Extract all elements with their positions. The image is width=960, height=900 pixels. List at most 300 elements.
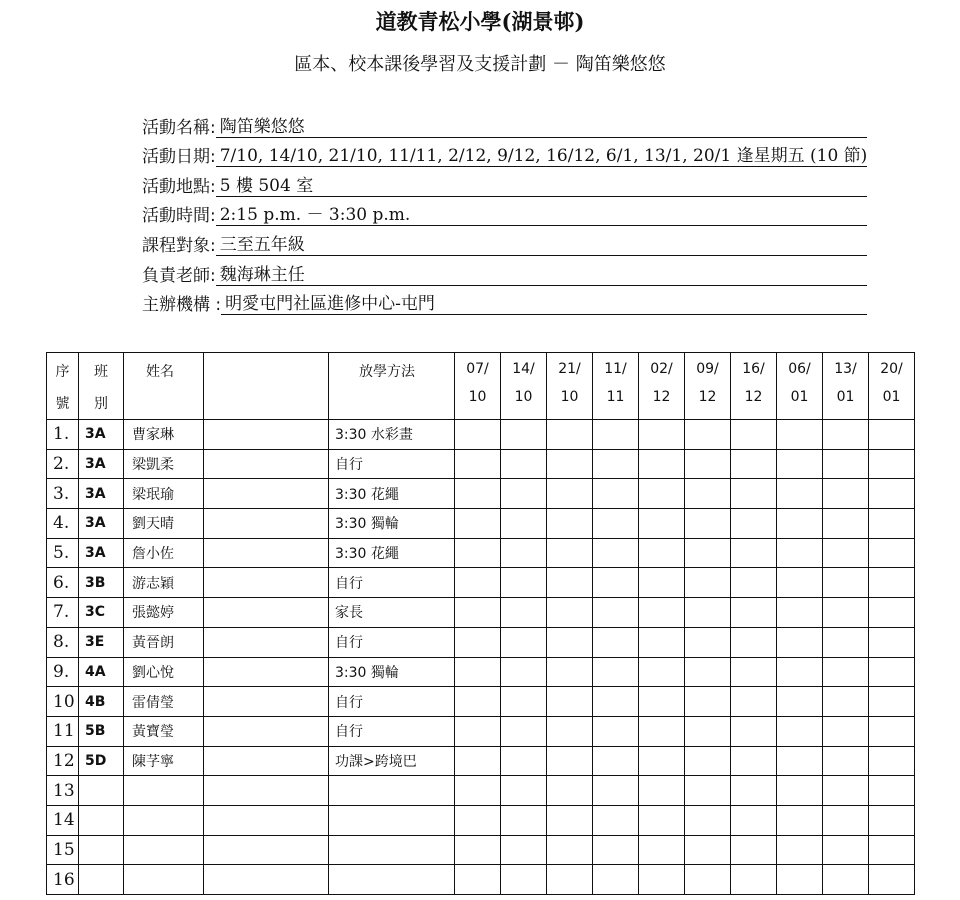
table-row [47,776,915,806]
attendance-cell [823,627,869,657]
attendance-cell [639,509,685,539]
attendance-cell [547,716,593,746]
row-class: 4A [79,657,124,687]
attendance-cell [869,716,915,746]
info-label: 活動地點: [142,176,216,197]
attendance-cell [501,835,547,865]
attendance-cell [639,627,685,657]
row-name: 劉天晴 [124,509,204,539]
attendance-cell [685,835,731,865]
row-class: 3B [79,568,124,598]
attendance-cell [593,420,639,450]
attendance-cell [731,479,777,509]
row-name [124,865,204,895]
attendance-cell [869,509,915,539]
attendance-cell [547,509,593,539]
info-value: 明愛屯門社區進修中心-屯門 [221,294,867,315]
attendance-cell [593,479,639,509]
attendance-cell [731,776,777,806]
row-blank [204,509,329,539]
attendance-cell [501,746,547,776]
row-blank [204,746,329,776]
date-top: 21/ [558,361,581,377]
attendance-cell [639,865,685,895]
row-serial-no: 7. [47,598,79,628]
attendance-cell [685,746,731,776]
attendance-cell [547,598,593,628]
attendance-cell [547,420,593,450]
attendance-cell [455,776,501,806]
attendance-cell [593,716,639,746]
attendance-cell [639,449,685,479]
header-name [124,353,204,420]
row-blank [204,479,329,509]
row-serial-no: 8. [47,627,79,657]
attendance-cell [731,598,777,628]
row-dismissal-method: 家長 [329,598,455,628]
attendance-cell [639,835,685,865]
row-blank [204,805,329,835]
attendance-cell [869,538,915,568]
attendance-cell [777,420,823,450]
row-serial-no: 3. [47,479,79,509]
header-date [777,353,823,420]
info-label: 課程對象: [142,235,216,256]
attendance-cell [731,716,777,746]
attendance-cell [823,865,869,895]
table-row [47,657,915,687]
row-dismissal-method [329,776,455,806]
attendance-cell [593,835,639,865]
table-row [47,479,915,509]
attendance-cell [823,420,869,450]
attendance-cell [777,598,823,628]
attendance-cell [501,627,547,657]
row-blank [204,538,329,568]
row-dismissal-method: 自行 [329,449,455,479]
row-name: 梁凱柔 [124,449,204,479]
header-date [685,353,731,420]
date-top: 06/ [788,361,811,377]
row-serial-no: 9. [47,657,79,687]
info-label: 活動時間: [142,206,216,227]
attendance-cell [731,449,777,479]
table-row [47,598,915,628]
attendance-cell [823,449,869,479]
attendance-cell [685,420,731,450]
attendance-cell [455,420,501,450]
row-name: 黃晉朗 [124,627,204,657]
date-bottom: 12 [744,389,763,405]
info-value: 三至五年級 [216,235,867,256]
attendance-cell [501,479,547,509]
header-text: 序 [55,364,70,380]
date-top: 11/ [604,361,627,377]
attendance-cell [639,776,685,806]
attendance-cell [547,776,593,806]
attendance-cell [685,479,731,509]
row-name: 黃寶瑩 [124,716,204,746]
row-name: 張懿婷 [124,598,204,628]
info-row-teacher [142,256,867,286]
attendance-cell [869,479,915,509]
attendance-cell [639,657,685,687]
header-date [869,353,915,420]
row-name [124,776,204,806]
row-class: 3A [79,538,124,568]
header-date [593,353,639,420]
attendance-cell [455,716,501,746]
attendance-cell [685,805,731,835]
date-bottom: 01 [790,389,809,405]
attendance-cell [639,538,685,568]
attendance-cell [639,598,685,628]
header-text: 別 [94,396,108,412]
date-top: 02/ [650,361,673,377]
attendance-cell [501,865,547,895]
attendance-cell [685,627,731,657]
date-top: 13/ [834,361,857,377]
row-dismissal-method: 自行 [329,687,455,717]
date-top: 14/ [512,361,535,377]
attendance-cell [547,449,593,479]
attendance-cell [501,805,547,835]
attendance-cell [685,449,731,479]
header-date [455,353,501,420]
attendance-cell [823,776,869,806]
attendance-cell [547,538,593,568]
row-blank [204,776,329,806]
attendance-cell [501,687,547,717]
header-blank [204,353,329,420]
row-name: 劉心悅 [124,657,204,687]
attendance-cell [639,746,685,776]
row-class [79,835,124,865]
attendance-cell [455,627,501,657]
attendance-cell [823,509,869,539]
row-dismissal-method [329,805,455,835]
row-name: 雷倩瑩 [124,687,204,717]
attendance-cell [685,657,731,687]
row-serial-no: 5. [47,538,79,568]
attendance-cell [777,746,823,776]
attendance-cell [731,805,777,835]
attendance-cell [685,568,731,598]
table-row [47,746,915,776]
attendance-cell [639,805,685,835]
row-dismissal-method: 3:30 水彩畫 [329,420,455,450]
header-date [501,353,547,420]
attendance-cell [777,509,823,539]
row-dismissal-method: 功課>跨境巴 [329,746,455,776]
row-class: 3A [79,479,124,509]
row-serial-no: 1. [47,420,79,450]
activity-info [142,108,867,315]
attendance-cell [639,479,685,509]
row-class: 3C [79,598,124,628]
attendance-cell [501,598,547,628]
attendance-cell [455,598,501,628]
attendance-cell [823,835,869,865]
attendance-cell [685,865,731,895]
row-class: 3A [79,420,124,450]
attendance-cell [777,657,823,687]
attendance-cell [777,805,823,835]
date-top: 09/ [696,361,719,377]
row-name: 曹家琳 [124,420,204,450]
attendance-cell [455,746,501,776]
info-label: 負責老師: [142,265,216,286]
attendance-cell [639,716,685,746]
row-blank [204,687,329,717]
row-blank [204,420,329,450]
attendance-cell [501,716,547,746]
row-serial-no: 13 [47,776,79,806]
attendance-cell [869,687,915,717]
info-row-activity-name [142,108,867,138]
table-body [47,420,915,895]
info-label: 活動日期: [142,147,216,168]
attendance-cell [501,420,547,450]
attendance-cell [547,746,593,776]
date-bottom: 12 [652,389,671,405]
attendance-cell [593,627,639,657]
row-serial-no: 15 [47,835,79,865]
attendance-cell [501,657,547,687]
attendance-cell [593,776,639,806]
attendance-cell [823,479,869,509]
header-date [823,353,869,420]
attendance-cell [731,420,777,450]
row-class [79,865,124,895]
table-row [47,449,915,479]
header-date [639,353,685,420]
table-header-row [47,353,915,420]
table-row [47,716,915,746]
attendance-cell [731,509,777,539]
row-dismissal-method: 自行 [329,627,455,657]
attendance-cell [455,687,501,717]
row-dismissal-method: 自行 [329,716,455,746]
info-value: 7/10, 14/10, 21/10, 11/11, 2/12, 9/12, 16/12, 6/1, 13/1, 20/1 逢星期五 (10 節) [216,146,867,167]
attendance-cell [593,598,639,628]
row-dismissal-method [329,835,455,865]
attendance-cell [777,865,823,895]
attendance-cell [685,538,731,568]
attendance-cell [685,776,731,806]
attendance-table [46,352,915,895]
attendance-cell [593,746,639,776]
date-top: 20/ [880,361,903,377]
attendance-cell [547,568,593,598]
attendance-cell [777,776,823,806]
row-class [79,805,124,835]
header-date [731,353,777,420]
attendance-cell [731,865,777,895]
row-class: 3E [79,627,124,657]
attendance-cell [593,538,639,568]
row-dismissal-method: 自行 [329,568,455,598]
attendance-cell [823,687,869,717]
attendance-cell [547,627,593,657]
attendance-cell [731,835,777,865]
attendance-cell [685,687,731,717]
attendance-cell [455,835,501,865]
attendance-cell [777,449,823,479]
row-blank [204,598,329,628]
attendance-cell [455,568,501,598]
table-row [47,509,915,539]
attendance-cell [731,568,777,598]
row-dismissal-method: 3:30 花繩 [329,479,455,509]
attendance-cell [823,538,869,568]
info-row-target-grade [142,226,867,256]
row-blank [204,657,329,687]
row-name [124,835,204,865]
attendance-cell [547,835,593,865]
table-row [47,568,915,598]
date-bottom: 11 [606,389,625,405]
attendance-cell [593,449,639,479]
attendance-cell [823,805,869,835]
date-bottom: 10 [514,389,533,405]
row-class: 3A [79,509,124,539]
header-serial-no [47,353,79,420]
attendance-cell [501,568,547,598]
info-value: 陶笛樂悠悠 [216,117,867,138]
attendance-cell [869,420,915,450]
header-text: 號 [55,396,70,412]
info-label: 主辦機構 : [142,295,222,316]
attendance-cell [685,598,731,628]
date-bottom: 10 [468,389,487,405]
attendance-cell [501,449,547,479]
attendance-cell [593,657,639,687]
row-blank [204,627,329,657]
attendance-cell [455,805,501,835]
info-value: 2:15 p.m. － 3:30 p.m. [216,205,867,226]
info-row-activity-location [142,167,867,197]
attendance-cell [823,657,869,687]
date-bottom: 01 [836,389,855,405]
row-name: 詹小佐 [124,538,204,568]
row-serial-no: 4. [47,509,79,539]
row-serial-no: 6. [47,568,79,598]
attendance-cell [869,865,915,895]
table-row [47,420,915,450]
row-serial-no: 10 [47,687,79,717]
program-subtitle: 區本、校本課後學習及支援計劃 － 陶笛樂悠悠 [294,54,666,75]
attendance-cell [501,538,547,568]
row-blank [204,716,329,746]
date-top: 16/ [742,361,765,377]
attendance-cell [639,420,685,450]
attendance-cell [777,538,823,568]
attendance-cell [869,449,915,479]
date-top: 07/ [466,361,489,377]
row-name: 游志穎 [124,568,204,598]
attendance-cell [823,746,869,776]
table-row [47,687,915,717]
row-serial-no: 11 [47,716,79,746]
attendance-cell [731,538,777,568]
info-row-organizer [142,286,867,316]
header-text: 姓名 [146,364,174,380]
attendance-cell [547,805,593,835]
attendance-cell [869,776,915,806]
attendance-cell [823,598,869,628]
attendance-cell [731,627,777,657]
attendance-cell [501,509,547,539]
attendance-cell [731,687,777,717]
attendance-cell [455,538,501,568]
attendance-cell [455,509,501,539]
attendance-cell [731,657,777,687]
row-class: 3A [79,449,124,479]
header-text: 放學方法 [359,364,415,380]
attendance-cell [547,657,593,687]
attendance-cell [547,865,593,895]
info-row-activity-dates [142,138,867,168]
row-name [124,805,204,835]
row-dismissal-method: 3:30 獨輪 [329,657,455,687]
attendance-cell [869,835,915,865]
attendance-cell [455,449,501,479]
row-class [79,776,124,806]
attendance-cell [777,687,823,717]
attendance-cell [547,479,593,509]
row-class: 4B [79,687,124,717]
row-blank [204,835,329,865]
attendance-cell [777,835,823,865]
row-class: 5D [79,746,124,776]
table-row [47,538,915,568]
attendance-cell [455,657,501,687]
attendance-cell [593,805,639,835]
date-bottom: 10 [560,389,579,405]
row-name: 陳芓寧 [124,746,204,776]
table-row [47,865,915,895]
row-dismissal-method [329,865,455,895]
attendance-cell [501,776,547,806]
row-blank [204,865,329,895]
row-serial-no: 2. [47,449,79,479]
info-value: 魏海琳主任 [216,265,867,286]
header-date [547,353,593,420]
header-dismissal-method [329,353,455,420]
attendance-cell [455,479,501,509]
attendance-cell [777,716,823,746]
date-bottom: 01 [882,389,901,405]
attendance-cell [869,568,915,598]
row-dismissal-method: 3:30 花繩 [329,538,455,568]
attendance-cell [639,687,685,717]
row-blank [204,568,329,598]
attendance-cell [593,865,639,895]
attendance-cell [869,598,915,628]
info-row-activity-time [142,197,867,227]
table-row [47,627,915,657]
attendance-cell [593,687,639,717]
attendance-cell [823,568,869,598]
attendance-cell [685,509,731,539]
row-class: 5B [79,716,124,746]
attendance-cell [685,716,731,746]
info-value: 5 樓 504 室 [216,176,867,197]
info-label: 活動名稱: [142,117,216,138]
attendance-cell [777,627,823,657]
attendance-cell [593,509,639,539]
